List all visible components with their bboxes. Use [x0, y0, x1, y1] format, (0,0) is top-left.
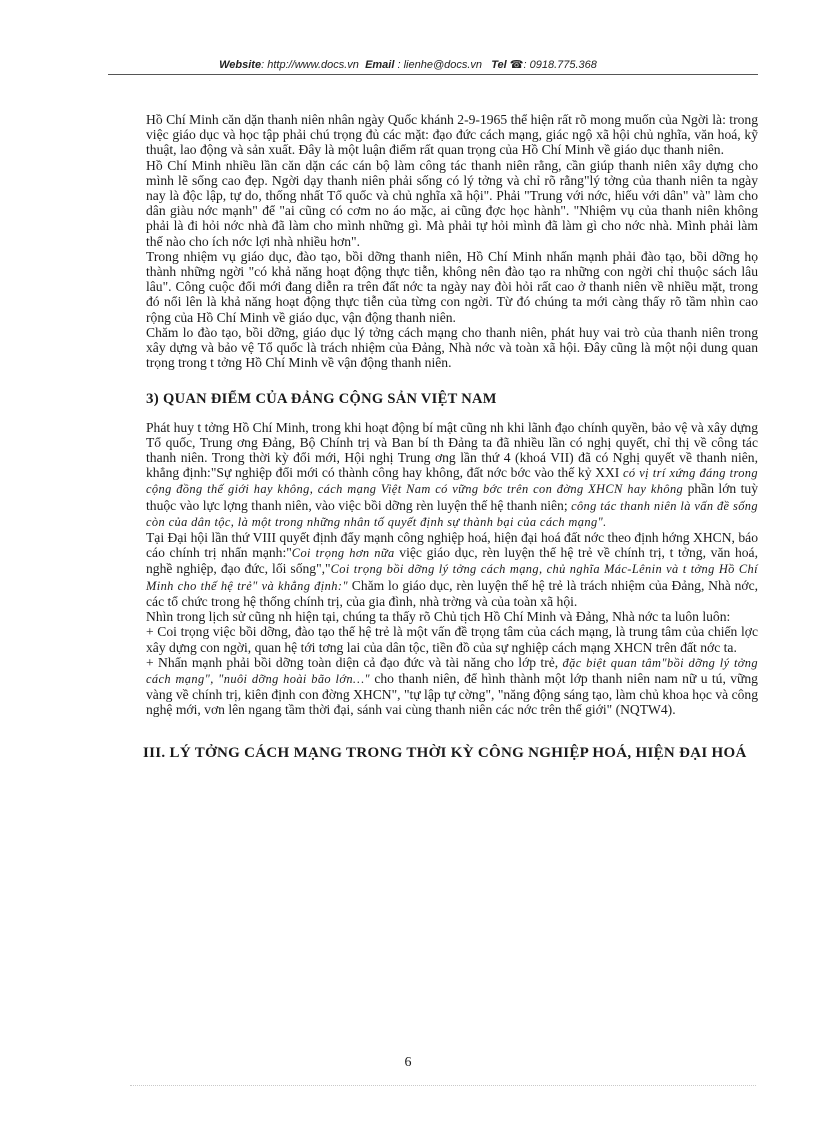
email-link[interactable]: lienhe@docs.vn [403, 59, 483, 71]
tel-value: 0918.775.368 [529, 59, 597, 71]
emphasis: công tác thanh niên là vấn đề sống còn của dân tộc, là một trong những nhân tố quyết định sự thành bại của cách mạng". [146, 498, 758, 529]
email-label: Email [365, 59, 395, 71]
paragraph-6: Tại Đại hội lần thứ VIII quyết định đẩy mạnh công nghiệp hoá, hiện đại hoá đất nớc theo định hớng XHCN, báo cáo chính trị nhấn mạnh:"Coi trọng hơn nữa việc giáo dục, rèn luyện thế hệ trẻ về chính trị, t tởng, văn hoá, nghề nghiệp, đạo đức, lối sống","Coi trọng bồi dỡng lý tởng cách mạng, chủ nghĩa Mác-Lênin và t tởng Hồ Chí Minh cho thế hệ trẻ" và khẳng định:" Chăm lo giáo dục, rèn luyện thế hệ trẻ là trách nhiệm của Đảng, Nhà nớc, các tổ chức trong hệ thống chính trị, của gia đình, nhà trờng và của toàn xã hội. [146, 530, 759, 609]
paragraph-4: Chăm lo đào tạo, bồi dỡng, giáo dục lý tởng cách mạng cho thanh niên, phát huy vai trò của thanh niên trong xây dựng và bảo vệ Tổ quốc là trách nhiệm của Đảng, Nhà nớc và toàn xã hội. Đây cũng là một nội dung quan trọng trong t tởng Hồ Chí Minh về vận động thanh niên. [146, 324, 758, 371]
list-item: + Nhấn mạnh phải bồi dỡng toàn diện cả đạo đức và tài năng cho lớp trẻ, đặc biệt quan tâm"bồi dỡng lý tởng cách mạng", "nuôi dỡng hoài bão lớn…" cho thanh niên, để hình thành một lớp thanh niên nam nữ u tú, vững vàng về chính trị, kiên định con đờng XHCN", "tự lập tự cờng", "năng động sáng tạo, làm chủ khoa học và công nghệ mới, vơn lên ngang tầm thời đại, sánh vai cùng thanh niên các nớc trên thế giới" (NQTW4). [146, 654, 758, 718]
paragraph-3: Trong nhiệm vụ giáo dục, đào tạo, bồi dỡng thanh niên, Hồ Chí Minh nhấn mạnh phải đào tạo, bồi dỡng họ thành những ngời "có khả năng hoạt động thực tiễn, không nên đào tạo ra những con ngời chỉ thuộc sách lâu lâu". Công cuộc đổi mới đang diễn ra trên đất nớc ta ngày nay đòi hỏi rất cao ở thanh niên về nhiều mặt, trong đó nổi lên là khả năng hoạt động thực tiễn của từng con ngời. Từ đó chúng ta mới càng thấy rõ tầm nhìn cao rộng của Hồ Chí Minh về giáo dục, vận động thanh niên. [146, 248, 758, 325]
paragraph-5: Phát huy t tởng Hồ Chí Minh, trong khi hoạt động bí mật cũng nh khi lãnh đạo chính quyền, bảo vệ và xây dựng Tổ quốc, Trung ơng Đảng, Bộ Chính trị và Ban bí th Đảng ta đã nhiều lần có nghị quyết, chỉ thị về công tác thanh niên. Trong thời kỳ đổi mới, Hội nghị Trung ơng lần thứ 4 (khoá VII) đã có Nghị quyết về thanh niên, khẳng định:"Sự nghiệp đổi mới có thành công hay không, đất nớc bớc vào thế kỷ XXI có vị trí xứng đáng trong cộng đồng thế giới hay không, cách mạng Việt Nam có vững bớc trên con đờng XHCN hay không phần lớn tuỳ thuộc vào lực lợng thanh niên, vào việc bồi dỡng rèn luyện thế hệ thanh niên; công tác thanh niên là vấn đề sống còn của dân tộc, là một trong những nhân tố quyết định sự thành bại của cách mạng". [146, 419, 758, 529]
list-item: + Coi trọng việc bồi dỡng, đào tạo thế hệ trẻ là một vấn đề trọng tâm của cách mạng, là trung tâm của chiến lợc xây dựng con ngời, quan hệ tới tơng lai của dân tộc, tiền đồ của sự nghiệp cách mạng XHCN trên đất nớc ta. [146, 624, 758, 655]
paragraph-7: Nhìn trong lịch sử cũng nh hiện tại, chúng ta thấy rõ Chủ tịch Hồ Chí Minh và Đảng, Nhà nớc ta luôn luôn: [146, 609, 731, 625]
header-rule [108, 74, 758, 75]
footer-rule [130, 1085, 756, 1086]
document-body [143, 112, 759, 773]
section-heading-3 [146, 392, 758, 407]
page-number: 6 [404, 1055, 412, 1070]
phone-icon: ☎ [509, 59, 524, 71]
tel-label: Tel [491, 59, 507, 71]
paragraph-2: Hồ Chí Minh nhiều lần căn dặn các cán bộ làm công tác thanh niên rằng, cần giúp thanh niên xây dựng cho mình lẽ sống cao đẹp. Ngời dạy thanh niên phải sống có lý tởng và chỉ rõ rằng"lý tởng của thanh niên ta ngày nay là độc lập, tự do, thống nhất Tổ quốc và chủ nghĩa xã hội". Phải "Trung với nớc, hiếu với dân" và" làm cho dân giàu nớc mạnh" để "ai cũng có cơm no áo mặc, ai cũng đợc học hành". "Nhiệm vụ của thanh niên không phải là đi hỏi nớc nhà đã làm cho mình những gì. Mà phải tự hỏi mình đã làm gì cho nớc nhà. Mình phải làm thế nào cho ích nớc lợi nhà nhiều hơn". [146, 157, 758, 249]
section-heading-III: III. LÝ TỞNG CÁCH MẠNG TRONG THỜI KỲ CÔNG NGHIỆP HOÁ, HIỆN ĐẠI HOÁ [143, 744, 747, 761]
website-label: Website [219, 59, 262, 71]
website-link[interactable]: http://www.docs.vn [267, 59, 359, 71]
section-number: 3) [146, 391, 160, 408]
section-title: QUAN ĐIỂM CỦA ĐẢNG CỘNG SẢN VIỆT NAM [163, 391, 497, 408]
paragraph-1: Hồ Chí Minh căn dặn thanh niên nhân ngày Quốc khánh 2-9-1965 thể hiện rất rõ mong muốn của Ngời là: trong việc giáo dục và học tập phải chú trọng đủ các mặt: đạo đức cách mạng, giác ngộ xã hội chủ nghĩa, văn hoá, kỹ thuật, lao động và sản xuất. Đây là một luận điểm rất quan trọng của Hồ Chí Minh về giáo dục thanh niên. [146, 112, 758, 158]
emphasis: Coi trọng bồi dỡng lý tởng cách mạng, chủ nghĩa Mác-Lênin và t tởng Hồ Chí Minh cho thế hệ trẻ" và khẳng định:" [146, 562, 758, 593]
emphasis: có vị trí xứng đáng trong cộng đồng thế giới hay không, cách mạng Việt Nam có vững bớc trên con đờng XHCN hay không [146, 466, 758, 497]
page-header: Website: http://www.docs.vn Email : lienhe@docs.vn Tel ☎: 0918.775.368 [219, 59, 597, 71]
emphasis: đặc biệt quan tâm"bồi dỡng lý tởng cách mạng", "nuôi dỡng hoài bão lớn…" [146, 655, 758, 686]
emphasis: Coi trọng hơn nữa [291, 546, 395, 561]
